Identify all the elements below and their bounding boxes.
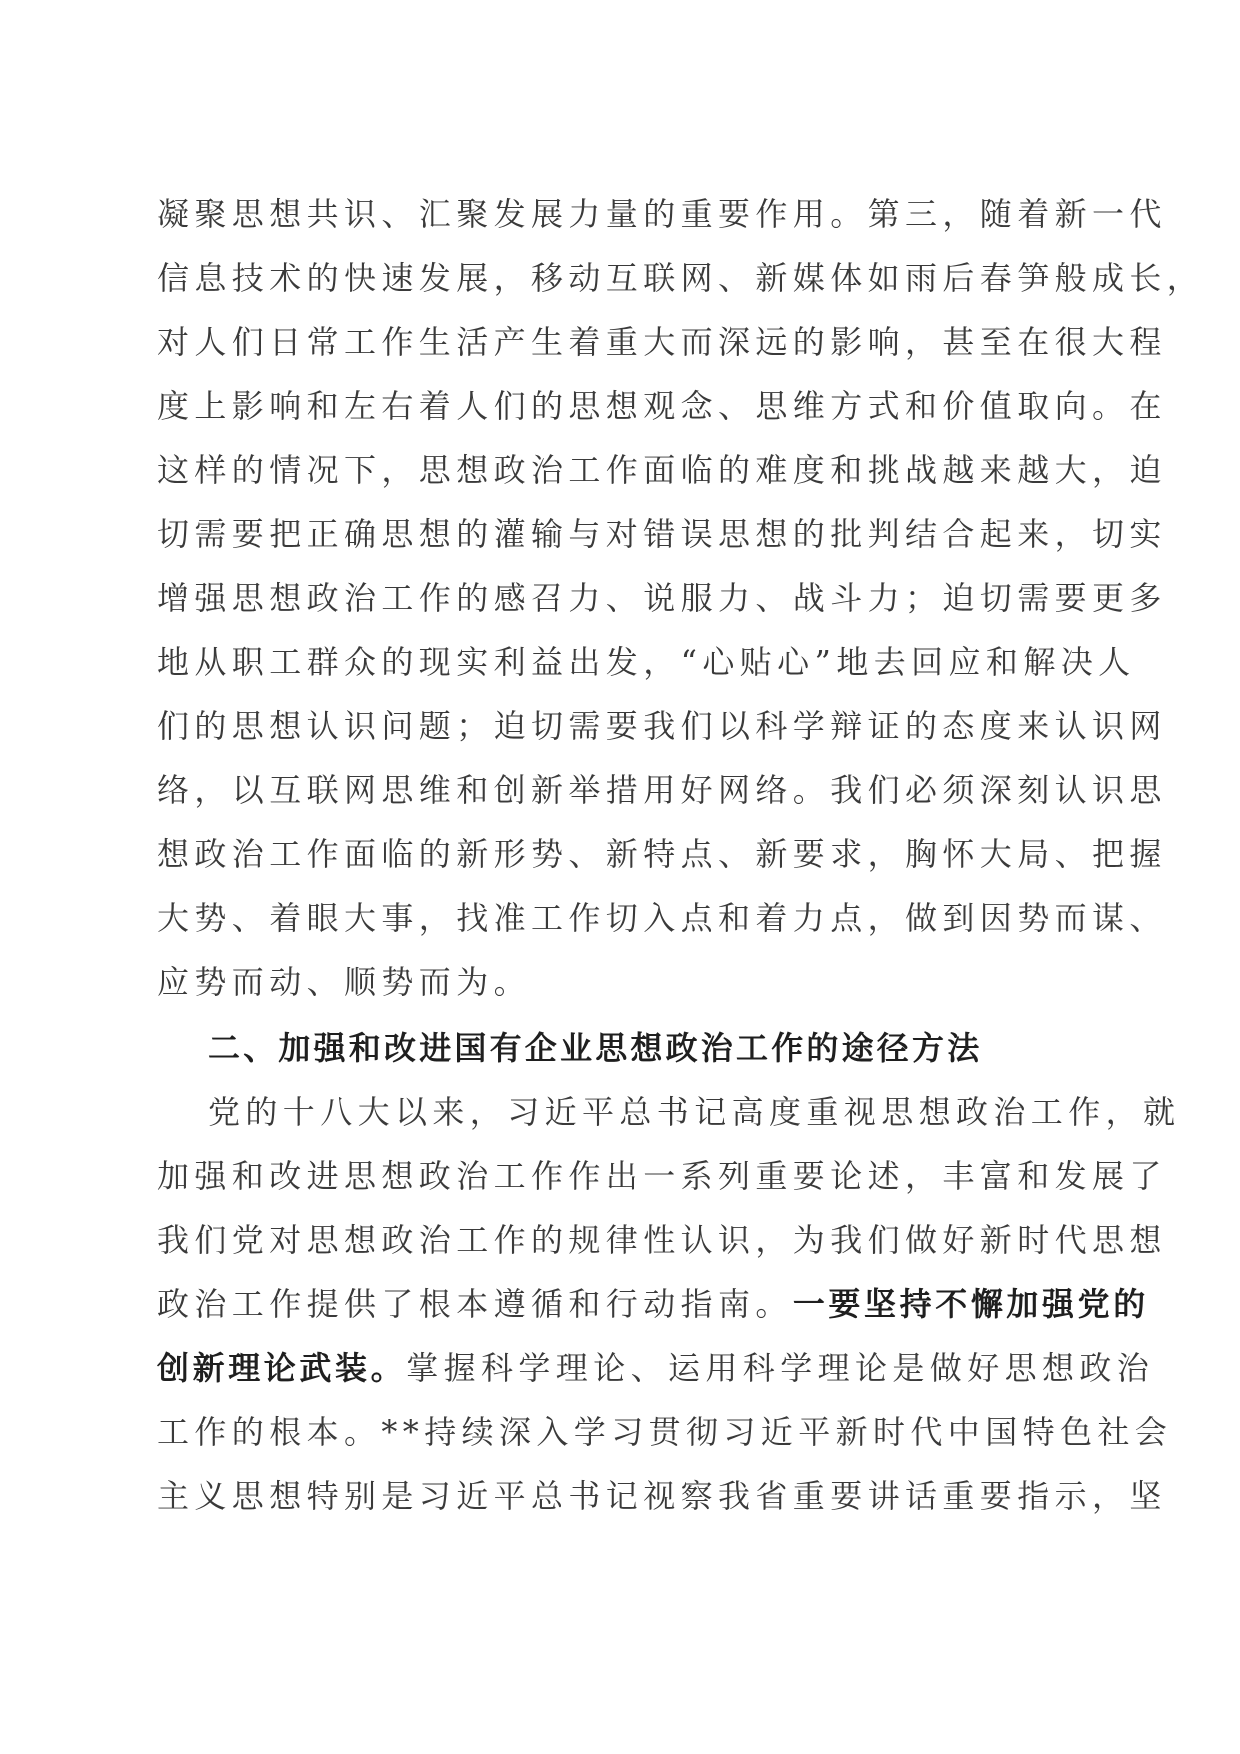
text-line: 信息技术的快速发展，移动互联网、新媒体如雨后春笋般成长， xyxy=(157,259,1205,297)
text-line: 凝聚思想共识、汇聚发展力量的重要作用。第三，随着新一代 xyxy=(157,195,1167,233)
text-line: 地从职工群众的现实利益出发，“心贴心”地去回应和解决人 xyxy=(157,643,1136,681)
text-line: 工作的根本。**持续深入学习贯彻习近平新时代中国特色社会 xyxy=(157,1413,1173,1451)
text-run: 政治工作提供了根本遵循和行动指南。 xyxy=(157,1285,793,1323)
text-line: 加强和改进思想政治工作作出一系列重要论述，丰富和发展了 xyxy=(157,1157,1167,1195)
text-line: 我们党对思想政治工作的规律性认识，为我们做好新时代思想 xyxy=(157,1221,1167,1259)
text-line: 切需要把正确思想的灌输与对错误思想的批判结合起来，切实 xyxy=(157,515,1167,553)
text-line: 度上影响和左右着人们的思想观念、思维方式和价值取向。在 xyxy=(157,387,1167,425)
text-run: 掌握科学理论、运用科学理论是做好思想政治 xyxy=(406,1349,1155,1387)
bold-text-run: 创新理论武装。 xyxy=(157,1349,407,1387)
section-heading: 二、加强和改进国有企业思想政治工作的途径方法 xyxy=(208,1029,983,1067)
paragraph-section2 xyxy=(157,1080,1181,1528)
document-body xyxy=(157,182,1205,1528)
text-line: 应势而动、顺势而为。 xyxy=(157,963,532,1001)
text-line: 们的思想认识问题；迫切需要我们以科学辩证的态度来认识网 xyxy=(157,707,1167,745)
bold-text-run: 一要坚持不懈加强党的 xyxy=(792,1285,1149,1323)
text-line: 这样的情况下，思想政治工作面临的难度和挑战越来越大，迫 xyxy=(157,451,1167,489)
text-line: 党的十八大以来，习近平总书记高度重视思想政治工作，就 xyxy=(208,1093,1181,1131)
text-line: 增强思想政治工作的感召力、说服力、战斗力；迫切需要更多 xyxy=(157,579,1167,617)
text-line: 络，以互联网思维和创新举措用好网络。我们必须深刻认识思 xyxy=(157,771,1167,809)
text-line: 想政治工作面临的新形势、新特点、新要求，胸怀大局、把握 xyxy=(157,835,1167,873)
text-line: 主义思想特别是习近平总书记视察我省重要讲话重要指示，坚 xyxy=(157,1477,1167,1515)
text-line-mixed xyxy=(157,1272,1149,1336)
text-line-mixed xyxy=(157,1336,1155,1400)
text-line: 对人们日常工作生活产生着重大而深远的影响，甚至在很大程 xyxy=(157,323,1167,361)
text-line: 大势、着眼大事，找准工作切入点和着力点，做到因势而谋、 xyxy=(157,899,1167,937)
paragraph-section1-continuation xyxy=(157,182,1205,1014)
